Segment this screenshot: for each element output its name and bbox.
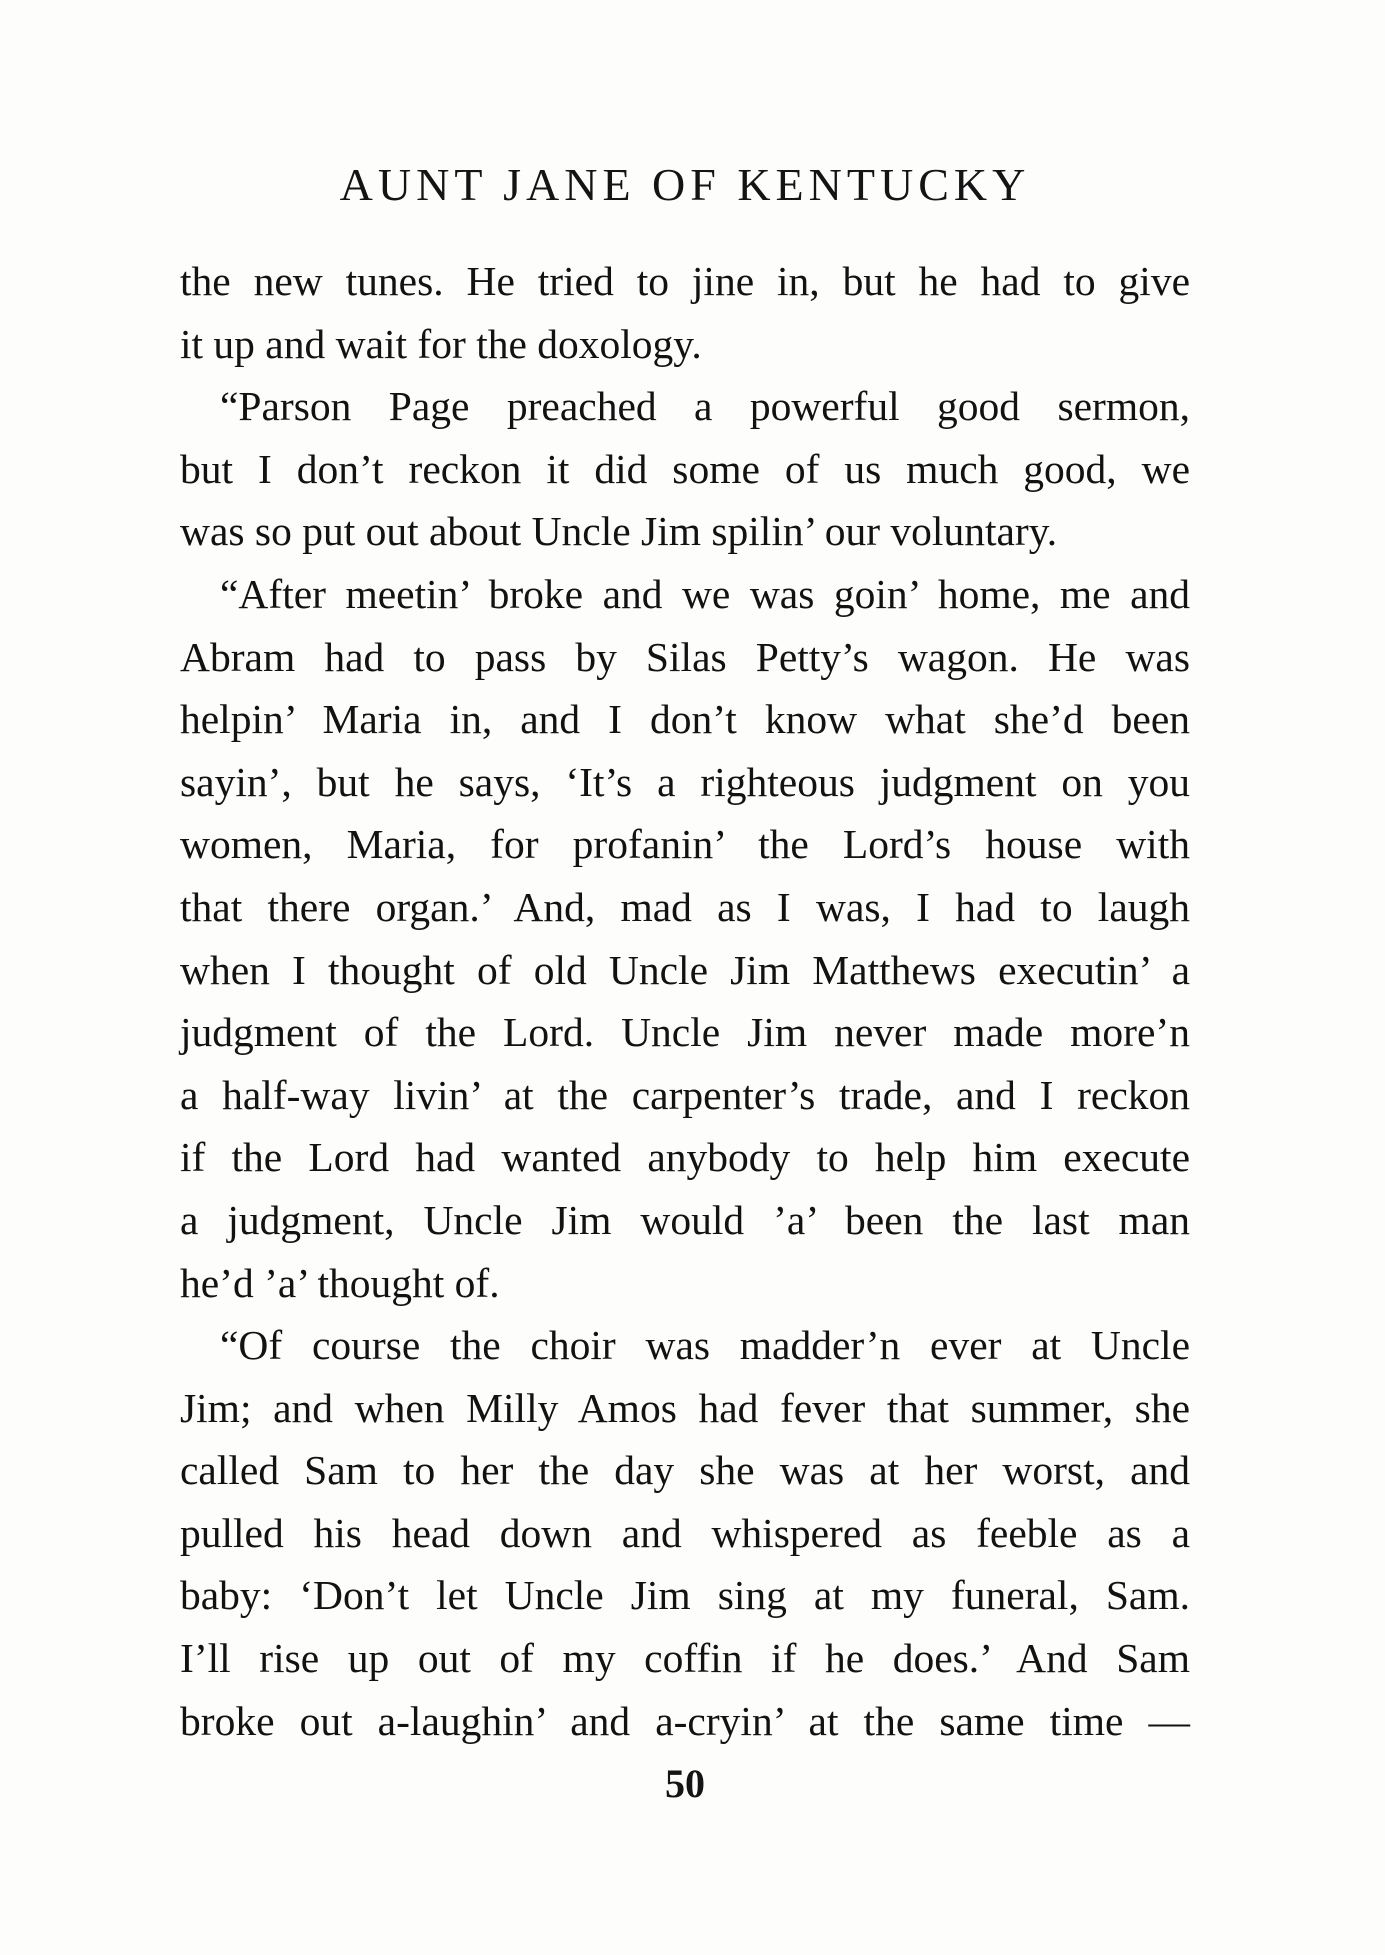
body-text [180,250,1190,1752]
text-line: that there organ.’ And, mad as I was, I had to laugh [180,883,1190,930]
text-line: I’ll rise up out of my coffin if he does.’ And Sam [180,1635,1190,1682]
text-line: helpin’ Maria in, and I don’t know what she’d been [180,696,1190,743]
text-line: it up and wait for the doxology. [180,320,702,367]
text-line: a half-way livin’ at the carpenter’s trade, and I reckon [180,1071,1190,1118]
text-line: but I don’t reckon it did some of us much good, we [180,445,1190,492]
text-line: sayin’, but he says, ‘It’s a righteous judgment on you [180,758,1190,805]
running-head: AUNT JANE OF KENTUCKY [339,159,1031,210]
text-line: broke out a-laughin’ and a-cryin’ at the same time — [180,1697,1190,1744]
text-line: pulled his head down and whispered as feeble as a [180,1509,1190,1556]
text-line: if the Lord had wanted anybody to help him execute [180,1134,1190,1181]
text-line: called Sam to her the day she was at her worst, and [180,1447,1190,1494]
text-line: women, Maria, for profanin’ the Lord’s house with [180,821,1190,868]
page-number: 50 [665,1761,705,1806]
text-line: was so put out about Uncle Jim spilin’ our voluntary. [180,508,1058,555]
text-line: when I thought of old Uncle Jim Matthews executin’ a [180,946,1190,993]
text-line: the new tunes. He tried to jine in, but he had to give [180,258,1190,304]
text-line: “Parson Page preached a powerful good sermon, [220,383,1190,430]
text-line: “After meetin’ broke and we was goin’ home, me and [220,570,1190,617]
text-line: a judgment, Uncle Jim would ’a’ been the last man [180,1196,1190,1243]
text-line: he’d ’a’ thought of. [180,1259,500,1306]
text-line: baby: ‘Don’t let Uncle Jim sing at my funeral, Sam. [180,1572,1190,1619]
text-line: “Of course the choir was madder’n ever at Uncle [220,1322,1190,1369]
text-line: judgment of the Lord. Uncle Jim never made more’n [180,1009,1190,1056]
text-line: Abram had to pass by Silas Petty’s wagon. He was [180,633,1190,680]
text-line: Jim; and when Milly Amos had fever that summer, she [180,1384,1190,1431]
